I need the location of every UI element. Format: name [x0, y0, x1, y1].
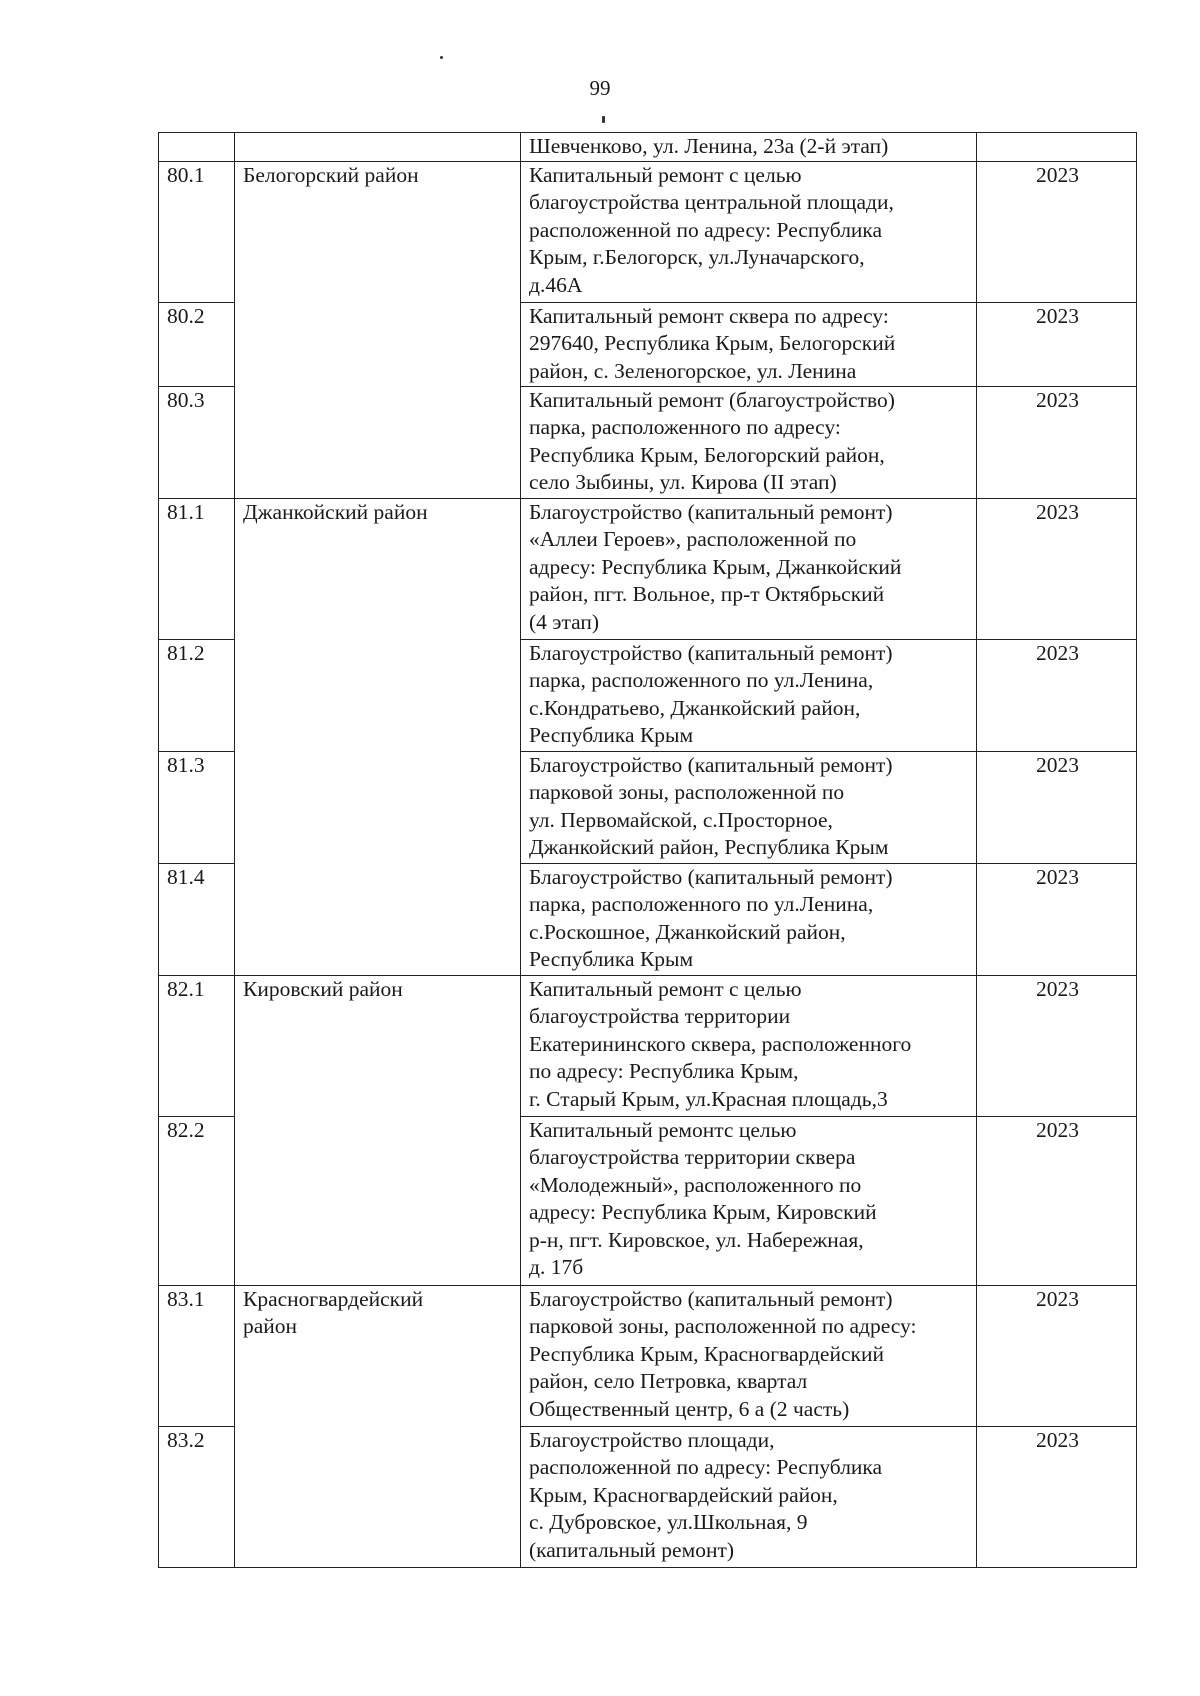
district-line: район	[243, 1314, 298, 1338]
object-description-line: Благоустройство (капитальный ремонт)	[529, 499, 893, 524]
object-description-cell	[521, 498, 977, 639]
year-cell: 2023	[977, 863, 1137, 975]
object-description-line: Капитальный ремонт (благоустройство)	[529, 387, 895, 412]
row-number-cell	[159, 133, 235, 162]
object-description-line: Благоустройство (капитальный ремонт)	[529, 640, 893, 665]
object-description-line: парка, расположенного по ул.Ленина,	[529, 668, 874, 692]
scan-speck	[602, 116, 605, 123]
object-description-line: район, пгт. Вольное, пр-т Октябрьский	[529, 582, 885, 606]
object-description-line: парка, расположенного по ул.Ленина,	[529, 892, 874, 916]
year-cell: 2023	[977, 302, 1137, 386]
object-description-cell	[521, 751, 977, 863]
object-description-line: район, село Петровка, квартал	[529, 1369, 808, 1393]
object-description-line: район, с. Зеленогорское, ул. Ленина	[529, 358, 857, 383]
row-number-cell: 80.1	[159, 161, 235, 302]
object-description-cell	[521, 975, 977, 1116]
object-description-line: р-н, пгт. Кировское, ул. Набережная,	[529, 1227, 864, 1252]
object-description-line: благоустройства территории	[529, 1004, 791, 1028]
object-description-line: Республика Крым, Красногвардейский	[529, 1341, 884, 1366]
year-cell: 2023	[977, 1285, 1137, 1426]
object-description-cell	[521, 639, 977, 751]
year-cell: 2023	[977, 639, 1137, 751]
scan-speck	[440, 56, 443, 59]
object-description-line: благоустройства центральной площади,	[529, 190, 894, 214]
object-description-line: Капитальный ремонт с целью	[529, 162, 802, 187]
year-cell: 2023	[977, 498, 1137, 639]
row-number-cell: 82.2	[159, 1116, 235, 1285]
district-cell: Кировский район	[235, 975, 521, 1285]
object-description-line: «Молодежный», расположенного по	[529, 1172, 862, 1197]
row-number-cell: 83.1	[159, 1285, 235, 1426]
object-description-cell	[521, 1426, 977, 1567]
object-description-line: с.Роскошное, Джанкойский район,	[529, 919, 846, 944]
object-description-line: Республика Крым, Белогорский район,	[529, 442, 885, 467]
year-cell: 2023	[977, 975, 1137, 1116]
row-number-cell: 81.2	[159, 639, 235, 751]
year-cell: 2023	[977, 751, 1137, 863]
object-schedule-table	[158, 132, 1137, 1568]
table-row	[159, 498, 1137, 639]
object-description-line: парковой зоны, расположенной по	[529, 780, 845, 804]
table-row	[159, 161, 1137, 302]
object-description-line: благоустройства территории сквера	[529, 1145, 856, 1169]
object-description-line: Республика Крым	[529, 947, 694, 971]
district-cell: Белогорский район	[235, 161, 521, 498]
object-description-line: Джанкойский район, Республика Крым	[529, 835, 889, 859]
object-description-line: Благоустройство площади,	[529, 1427, 775, 1452]
object-description-line: Крым, г.Белогорск, ул.Луначарского,	[529, 245, 865, 269]
object-description-line: Благоустройство (капитальный ремонт)	[529, 864, 893, 889]
object-description-line: расположенной по адресу: Республика	[529, 217, 883, 242]
object-description-line: Общественный центр, 6 а (2 часть)	[529, 1396, 850, 1421]
object-description-line: парковой зоны, расположенной по адресу:	[529, 1314, 917, 1338]
year-cell: 2023	[977, 386, 1137, 498]
object-description-line: Республика Крым	[529, 723, 694, 747]
row-number-cell: 80.2	[159, 302, 235, 386]
district-cell	[235, 133, 521, 162]
object-description-cell	[521, 863, 977, 975]
object-description-line: (4 этап)	[529, 609, 600, 634]
object-description-line: адресу: Республика Крым, Кировский	[529, 1200, 877, 1224]
page-number: 99	[589, 76, 611, 100]
table-body	[159, 133, 1137, 1568]
object-description-line: д. 17б	[529, 1255, 584, 1279]
object-description-line: Екатерининского сквера, расположенного	[529, 1031, 912, 1056]
object-description-line: Капитальный ремонт с целью	[529, 976, 802, 1001]
year-cell	[977, 133, 1137, 162]
object-description-line: по адресу: Республика Крым,	[529, 1059, 799, 1083]
row-number-cell: 81.4	[159, 863, 235, 975]
object-description-cell	[521, 1116, 977, 1285]
object-description-cell	[521, 302, 977, 386]
object-description-line: д.46А	[529, 272, 583, 297]
table-row	[159, 1285, 1137, 1426]
object-description-line: Шевченково, ул. Ленина, 23а (2-й этап)	[529, 134, 889, 158]
object-description-line: адресу: Республика Крым, Джанкойский	[529, 554, 902, 579]
object-description-line: г. Старый Крым, ул.Красная площадь,3	[529, 1086, 888, 1111]
row-number-cell: 81.1	[159, 498, 235, 639]
district-cell	[235, 1285, 521, 1567]
object-description-cell	[521, 133, 977, 162]
object-description-line: парка, расположенного по адресу:	[529, 415, 841, 439]
object-description-line: село Зыбины, ул. Кирова (II этап)	[529, 470, 837, 494]
object-description-line: (капитальный ремонт)	[529, 1537, 735, 1562]
table-row	[159, 975, 1137, 1116]
object-description-cell	[521, 161, 977, 302]
object-description-line: расположенной по адресу: Республика	[529, 1455, 883, 1479]
object-description-line: 297640, Республика Крым, Белогорский	[529, 331, 896, 355]
object-description-cell	[521, 1285, 977, 1426]
row-number-cell: 81.3	[159, 751, 235, 863]
table-row	[159, 133, 1137, 162]
district-cell: Джанкойский район	[235, 498, 521, 975]
object-description-cell	[521, 386, 977, 498]
object-description-line: Капитальный ремонт сквера по адресу:	[529, 303, 889, 328]
object-description-line: Благоустройство (капитальный ремонт)	[529, 1286, 893, 1311]
year-cell: 2023	[977, 1426, 1137, 1567]
object-description-line: с. Дубровское, ул.Школьная, 9	[529, 1510, 808, 1534]
year-cell: 2023	[977, 161, 1137, 302]
row-number-cell: 83.2	[159, 1426, 235, 1567]
object-description-line: «Аллеи Героев», расположенной по	[529, 527, 857, 551]
row-number-cell: 80.3	[159, 386, 235, 498]
district-line: Красногвардейский	[243, 1286, 424, 1311]
object-description-line: с.Кондратьево, Джанкойский район,	[529, 695, 861, 720]
object-description-line: Крым, Красногвардейский район,	[529, 1482, 838, 1507]
object-description-line: Капитальный ремонтс целью	[529, 1117, 797, 1142]
year-cell: 2023	[977, 1116, 1137, 1285]
object-description-line: ул. Первомайской, с.Просторное,	[529, 807, 833, 832]
row-number-cell: 82.1	[159, 975, 235, 1116]
object-description-line: Благоустройство (капитальный ремонт)	[529, 752, 893, 777]
